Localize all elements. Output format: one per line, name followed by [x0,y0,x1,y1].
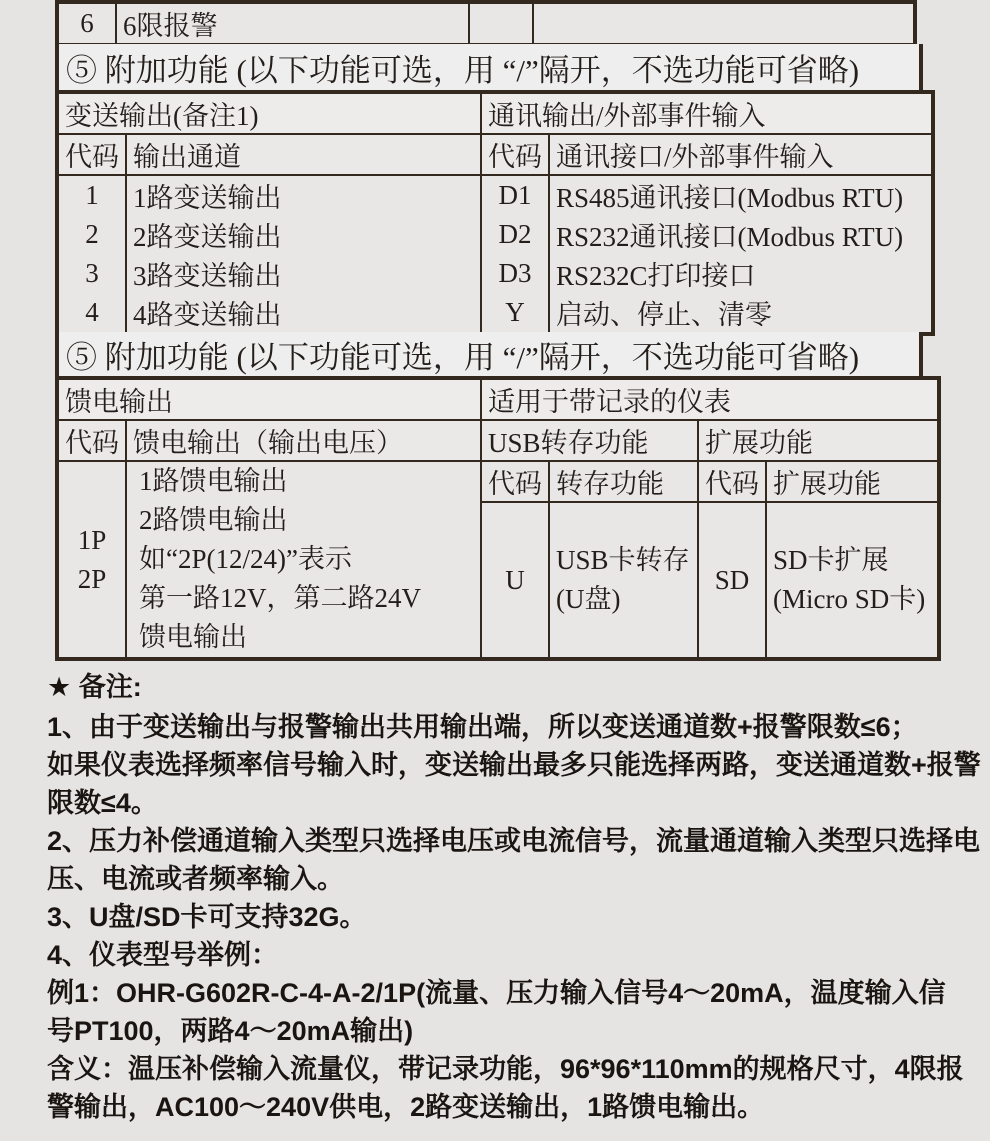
transmit-row-label: 4路变送输出 [126,293,481,334]
alarm-row-code: 6 [57,2,116,45]
power-recording-table [55,376,941,661]
transmit-row-label: 1路变送输出 [126,175,481,215]
transmit-row-code: 4 [57,293,126,334]
sd-row-label [766,502,939,659]
remark-line: 2、压力补偿通道输入类型只选择电压或电流信号，流量通道输入类型只选择电 [47,826,981,856]
alarm-row-empty-code [469,2,533,45]
usb-code-col-header: 代码 [481,461,549,502]
sd-row-code [698,502,766,659]
remark-line: 压、电流或者频率输入。 [47,864,344,894]
comm-row-code: D1 [481,175,549,215]
usb-group-header: USB转存功能 [481,420,698,461]
comm-row-label: RS485通讯接口(Modbus RTU) [549,175,933,215]
power-code-col-header: 代码 [57,420,126,461]
sd-code-text: SD [714,564,750,595]
usb-label-line2: (U盘) [556,584,621,615]
usb-code-text: U [505,564,525,595]
transmit-row-code: 3 [57,254,126,293]
sd-label-line1: SD卡扩展 [773,545,889,576]
remark-line: 1、由于变送输出与报警输出共用输出端，所以变送通道数+报警限数≤6； [47,712,918,742]
remark-line: 例1：OHR-G602R-C-4-A-2/1P(流量、压力输入信号4～20mA，温度输入信 [47,978,946,1008]
comm-row-code: D3 [481,254,549,293]
power-output-col-header: 馈电输出（输出电压） [126,420,481,461]
transmit-channel-col-header: 输出通道 [126,134,481,175]
communication-group-header: 通讯输出/外部事件输入 [481,92,933,134]
remark-line: 3、U盘/SD卡可支持32G。 [47,902,367,932]
alarm-table-fragment [55,0,917,47]
ext-code-col-header: 代码 [698,461,766,502]
power-desc-line: 2路馈电输出 [139,505,288,535]
section-header-additional-functions-2: ⑤ 附加功能 (以下功能可选，用 “/”隔开，不选功能可省略) [55,332,923,376]
power-desc-line: 第一路12V，第二路24V [139,583,421,613]
transmit-row-label: 3路变送输出 [126,254,481,293]
remarks-section [47,666,981,1126]
remark-line: 号PT100，两路4～20mA输出) [47,1016,414,1046]
power-desc-line: 如“2P(12/24)”表示 [139,544,352,574]
transmit-row-code: 2 [57,215,126,254]
remark-line: 如果仪表选择频率信号输入时，变送输出最多只能选择两路，变送通道数+报警 [47,750,981,780]
transmit-group-header: 变送输出(备注1) [57,92,481,134]
remark-line: 4、仪表型号举例： [47,940,279,970]
section-header-additional-functions-1: ⑤ 附加功能 (以下功能可选，用 “/”隔开，不选功能可省略) [55,44,923,90]
remark-line: 限数≤4。 [47,788,158,818]
sd-label-line2: (Micro SD卡) [773,584,926,615]
comm-row-label: 启动、停止、清零 [549,293,933,334]
power-desc-cell [126,461,481,659]
remarks-title: ★ 备注: [47,672,142,702]
comm-code-col-header: 代码 [481,134,549,175]
comm-row-code: Y [481,293,549,334]
recording-group-header: 适用于带记录的仪表 [481,378,939,420]
transmit-code-col-header: 代码 [57,134,126,175]
transmit-communication-table [55,90,935,336]
transmit-row-label: 2路变送输出 [126,215,481,254]
usb-row-label [549,502,698,659]
ext-function-col-header: 扩展功能 [766,461,939,502]
power-row-code: 2P [77,563,107,594]
power-desc-line: 1路馈电输出 [139,466,288,496]
power-group-header: 馈电输出 [57,378,481,420]
transmit-row-code: 1 [57,175,126,215]
alarm-row-empty-label [533,2,915,45]
alarm-row-label: 6限报警 [116,2,469,45]
usb-function-col-header: 转存功能 [549,461,698,502]
power-row-code: 1P [77,524,107,555]
usb-label-line1: USB卡转存 [556,545,690,576]
comm-row-label: RS232通讯接口(Modbus RTU) [549,215,933,254]
usb-row-code [481,502,549,659]
ext-group-header: 扩展功能 [698,420,939,461]
comm-row-label: RS232C打印接口 [549,254,933,293]
comm-row-code: D2 [481,215,549,254]
remark-line: 警输出，AC100～240V供电，2路变送输出，1路馈电输出。 [47,1092,765,1122]
comm-interface-col-header: 通讯接口/外部事件输入 [549,134,933,175]
power-desc-line: 馈电输出 [139,622,247,652]
remark-line: 含义：温压补偿输入流量仪，带记录功能，96*96*110mm的规格尺寸，4限报 [47,1054,964,1084]
power-codes-cell [57,461,126,659]
